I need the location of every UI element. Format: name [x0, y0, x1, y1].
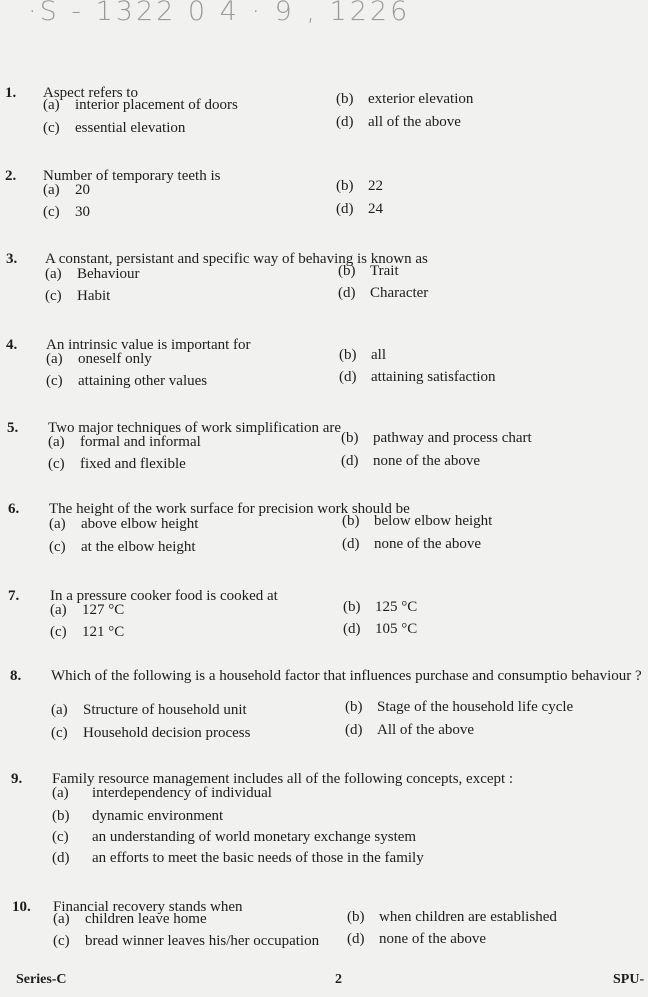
option-b — [342, 510, 492, 532]
option-letter: (a) — [48, 434, 65, 450]
option-c — [50, 621, 124, 643]
option-c — [48, 453, 186, 475]
option-text: 30 — [75, 204, 90, 220]
option-text: pathway and process chart — [373, 430, 532, 446]
option-text: 22 — [368, 178, 383, 194]
option-text: 105 °C — [375, 621, 418, 637]
question-number: 1. — [5, 85, 17, 101]
option-text: when children are established — [379, 909, 557, 925]
option-letter: (b) — [342, 513, 360, 529]
question-number: 10. — [12, 899, 31, 915]
paper-code: SPU- — [613, 972, 645, 987]
option-letter: (a) — [45, 266, 62, 282]
question-stem: The height of the work surface for precision work should be — [49, 501, 410, 517]
option-d — [339, 366, 496, 388]
option-d — [345, 719, 474, 741]
option-text: dynamic environment — [92, 808, 224, 824]
series-label: Series-C — [16, 972, 67, 987]
option-text: interior placement of doors — [75, 97, 238, 113]
question-number: 9. — [11, 771, 23, 787]
option-letter: (c) — [53, 933, 70, 949]
option-b — [347, 906, 557, 928]
question-number: 6. — [8, 501, 20, 517]
option-text: above elbow height — [81, 516, 199, 532]
option-d — [52, 847, 424, 869]
option-letter: (a) — [53, 911, 70, 927]
question-number: 2. — [5, 168, 17, 184]
option-text: none of the above — [379, 931, 487, 947]
option-a — [46, 348, 152, 370]
option-d — [342, 533, 481, 555]
page-number: 2 — [335, 972, 342, 987]
option-b — [52, 805, 223, 827]
option-text: Behaviour — [77, 266, 140, 282]
option-d — [336, 111, 461, 133]
option-b — [343, 596, 417, 618]
option-text: below elbow height — [374, 513, 493, 529]
option-text: Trait — [370, 263, 399, 279]
question-stem: Financial recovery stands when — [53, 899, 243, 915]
question-stem: Aspect refers to — [43, 85, 138, 101]
option-a — [51, 699, 247, 721]
option-b — [341, 427, 532, 449]
option-letter: (a) — [46, 351, 63, 367]
option-text: Household decision process — [83, 725, 251, 741]
option-text: interdependency of individual — [92, 785, 272, 801]
option-letter: (c) — [52, 829, 69, 845]
option-letter: (c) — [49, 539, 66, 555]
question-number: 5. — [7, 420, 19, 436]
option-text: all — [371, 347, 386, 363]
option-text: formal and informal — [80, 434, 201, 450]
option-text: 127 °C — [82, 602, 125, 618]
option-text: Character — [370, 285, 429, 301]
option-c — [46, 370, 207, 392]
option-text: oneself only — [78, 351, 152, 367]
option-letter: (a) — [43, 182, 60, 198]
question-number: 3. — [6, 251, 18, 267]
option-text: Stage of the household life cycle — [377, 699, 574, 715]
option-letter: (c) — [45, 288, 62, 304]
option-letter: (a) — [50, 602, 67, 618]
option-c — [52, 826, 416, 848]
question-stem: Which of the following is a household factor that influences purchase and consumptio behaviour ? — [51, 668, 642, 684]
option-text: attaining other values — [78, 373, 208, 389]
option-letter: (b) — [345, 699, 363, 715]
option-letter: (a) — [43, 97, 60, 113]
option-a — [43, 179, 90, 201]
option-letter: (a) — [49, 516, 66, 532]
option-c — [45, 285, 110, 307]
option-d — [343, 618, 417, 640]
question-stem: A constant, persistant and specific way of behaving is known as — [45, 251, 428, 267]
option-text: 125 °C — [375, 599, 418, 615]
question-number: 4. — [6, 337, 18, 353]
option-letter: (a) — [51, 702, 68, 718]
option-d — [341, 450, 480, 472]
question-stem: An intrinsic value is important for — [46, 337, 251, 353]
option-text: essential elevation — [75, 120, 186, 136]
question-number: 8. — [10, 668, 22, 684]
option-d — [336, 198, 383, 220]
option-a — [50, 599, 124, 621]
option-d — [338, 282, 428, 304]
option-letter: (c) — [51, 725, 68, 741]
option-text: Structure of household unit — [83, 702, 247, 718]
option-letter: (d) — [339, 369, 357, 385]
question-number: 7. — [8, 588, 20, 604]
option-letter: (d) — [342, 536, 360, 552]
option-a — [49, 513, 198, 535]
question-stem: Family resource management includes all of the following concepts, except : — [52, 771, 514, 787]
option-letter: (d) — [341, 453, 359, 469]
option-letter: (d) — [336, 114, 354, 130]
question-stem: In a pressure cooker food is cooked at — [50, 588, 278, 604]
option-a — [53, 908, 207, 930]
option-letter: (d) — [338, 285, 356, 301]
option-text: exterior elevation — [368, 91, 474, 107]
option-b — [336, 88, 473, 110]
option-letter: (c) — [48, 456, 65, 472]
option-letter: (d) — [336, 201, 354, 217]
option-letter: (b) — [336, 178, 354, 194]
option-a — [52, 782, 272, 804]
option-c — [49, 536, 196, 558]
option-letter: (d) — [345, 722, 363, 738]
option-letter: (b) — [52, 808, 70, 824]
option-letter: (c) — [50, 624, 67, 640]
option-text: All of the above — [377, 722, 475, 738]
option-text: at the elbow height — [81, 539, 196, 555]
option-letter: (b) — [338, 263, 356, 279]
option-text: children leave home — [85, 911, 207, 927]
option-d — [347, 928, 486, 950]
option-b — [336, 175, 383, 197]
option-text: 24 — [368, 201, 383, 217]
option-letter: (c) — [43, 120, 60, 136]
option-a — [43, 94, 238, 116]
option-letter: (b) — [343, 599, 361, 615]
option-letter: (c) — [43, 204, 60, 220]
question-stem: Number of temporary teeth is — [43, 168, 221, 184]
option-letter: (a) — [52, 785, 69, 801]
option-text: attaining satisfaction — [371, 369, 496, 385]
option-letter: (d) — [52, 850, 70, 866]
option-text: 20 — [75, 182, 90, 198]
question-stem: Two major techniques of work simplification are — [48, 420, 342, 436]
option-text: all of the above — [368, 114, 461, 130]
option-c — [43, 117, 185, 139]
option-text: bread winner leaves his/her occupation — [85, 933, 320, 949]
option-letter: (d) — [343, 621, 361, 637]
option-letter: (b) — [336, 91, 354, 107]
option-a — [48, 431, 201, 453]
option-c — [43, 201, 90, 223]
option-b — [339, 344, 386, 366]
option-text: 121 °C — [82, 624, 125, 640]
option-text: none of the above — [373, 453, 481, 469]
option-letter: (c) — [46, 373, 63, 389]
option-c — [51, 722, 250, 744]
option-b — [338, 260, 399, 282]
option-a — [45, 263, 139, 285]
option-text: Habit — [77, 288, 111, 304]
option-text: fixed and flexible — [80, 456, 186, 472]
handwritten-scribble: ·S - 1322 0 4 · 9 , 1226 — [28, 0, 411, 27]
option-text: an understanding of world monetary exchange system — [92, 829, 417, 845]
option-text: none of the above — [374, 536, 482, 552]
option-text: an efforts to meet the basic needs of those in the family — [92, 850, 424, 866]
option-b — [345, 696, 573, 718]
option-letter: (b) — [339, 347, 357, 363]
option-letter: (b) — [347, 909, 365, 925]
option-letter: (b) — [341, 430, 359, 446]
option-letter: (d) — [347, 931, 365, 947]
option-c — [53, 930, 319, 952]
